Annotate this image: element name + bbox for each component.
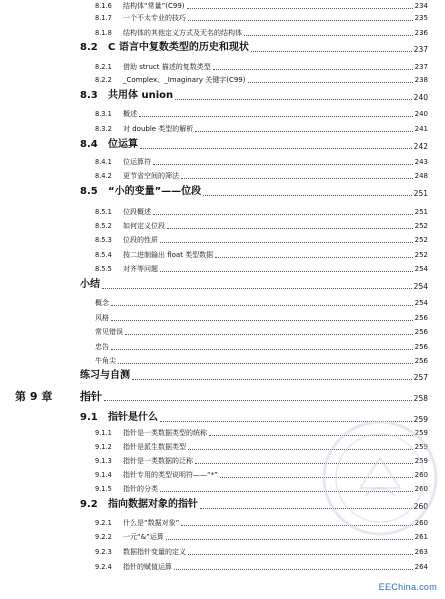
- dot-leader: [200, 508, 412, 509]
- toc-entry-title: 数据指针变量的定义: [123, 548, 186, 556]
- dot-leader: [153, 214, 413, 215]
- toc-entry-page: 260: [414, 471, 428, 479]
- toc-entry-title: 结构体“常量”(C99): [123, 2, 185, 10]
- toc-entry-page: 258: [413, 394, 428, 403]
- dot-leader: [139, 116, 413, 117]
- toc-entry[interactable]: [0, 514, 428, 528]
- toc-entry[interactable]: [0, 323, 428, 337]
- toc-entry-number: 9.2.1: [95, 519, 112, 527]
- toc-entry-title: 位段概述: [123, 208, 151, 216]
- toc-entry-page: 240: [413, 93, 428, 102]
- toc-entry-title: C 语言中复数类型的历史和现状: [108, 42, 249, 53]
- toc-entry-title: 练习与自测: [80, 370, 130, 381]
- toc-entry-title: 指针是派生数据类型: [123, 443, 186, 451]
- toc-entry-number: 8.1.7: [95, 14, 112, 22]
- toc-entry-title: 对齐等问题: [123, 265, 158, 273]
- toc-entry[interactable]: [0, 40, 428, 54]
- toc-entry[interactable]: [0, 203, 428, 217]
- toc-entry-title: 一元“&”运算: [123, 533, 164, 541]
- dot-leader: [160, 271, 413, 272]
- dot-leader: [220, 477, 413, 478]
- toc-entry-page: 254: [414, 265, 428, 273]
- toc-entry-title: “小的变量”——位段: [108, 186, 202, 197]
- toc-entry-number: 8.5: [80, 186, 98, 197]
- dot-leader: [102, 288, 412, 289]
- toc-entry-title: 更节省空间的筛法: [123, 172, 179, 180]
- toc-entry-number: 8.5.1: [95, 208, 112, 216]
- toc-entry-page: 257: [413, 373, 428, 382]
- toc-entry-page: 235: [414, 14, 428, 22]
- toc-entry-title: 位段的性质: [123, 236, 158, 244]
- toc-entry-title: 概念: [95, 299, 109, 307]
- toc-entry[interactable]: [0, 466, 428, 480]
- toc-entry-title: 指针的赋值运算: [123, 563, 172, 571]
- dot-leader: [140, 148, 412, 149]
- toc-entry[interactable]: [0, 217, 428, 231]
- toc-entry-page: 241: [414, 125, 428, 133]
- dot-leader: [203, 195, 412, 196]
- toc-entry-page: 259: [414, 457, 428, 465]
- eechina-logo: EEChina.com: [378, 582, 437, 592]
- toc-entry[interactable]: [0, 438, 428, 452]
- dot-leader: [174, 569, 413, 570]
- toc-entry-title: 小结: [80, 279, 100, 290]
- toc-entry-number: 9.1.3: [95, 457, 112, 465]
- dot-leader: [104, 400, 412, 401]
- toc-entry[interactable]: [0, 558, 428, 572]
- dot-leader: [160, 491, 413, 492]
- toc-entry[interactable]: [0, 452, 428, 466]
- toc-entry-page: 261: [414, 533, 428, 541]
- toc-entry-page: 259: [414, 443, 428, 451]
- toc-entry-number: 8.4.1: [95, 158, 112, 166]
- toc-entry-number: 9.2.4: [95, 563, 112, 571]
- toc-entry-title: 风格: [95, 314, 109, 322]
- toc-entry-title: 借助 struct 描述的复数类型: [123, 63, 211, 71]
- toc-entry-page: 251: [414, 208, 428, 216]
- toc-entry-number: 8.2: [80, 42, 98, 53]
- toc-entry-page: 251: [413, 189, 428, 198]
- toc-entry-title: 指针是一类数据类型的统称: [123, 429, 207, 437]
- dot-leader: [213, 69, 413, 70]
- toc-entry[interactable]: [0, 153, 428, 167]
- toc-entry[interactable]: [0, 58, 428, 72]
- toc-entry-number: 9.1: [80, 412, 98, 423]
- dot-leader: [251, 51, 412, 52]
- toc-entry-number: 8.5.4: [95, 251, 112, 259]
- dot-leader: [209, 435, 413, 436]
- toc-entry-page: 236: [414, 29, 428, 37]
- toc-entry-number: 8.1.6: [95, 2, 112, 10]
- toc-entry-title: 什么是“数据对象”: [123, 519, 180, 527]
- toc-entry[interactable]: [0, 184, 428, 198]
- toc-entry[interactable]: [0, 389, 428, 403]
- toc-entry-page: 256: [414, 328, 428, 336]
- dot-leader: [181, 178, 413, 179]
- dot-leader: [248, 82, 413, 83]
- toc-entry-page: 237: [413, 45, 428, 54]
- toc-entry-title: 指针是一类数据的泛称: [123, 457, 193, 465]
- toc-entry-page: 254: [413, 282, 428, 291]
- toc-entry[interactable]: [0, 294, 428, 308]
- toc-entry-page: 256: [414, 343, 428, 351]
- toc-entry-page: 252: [414, 251, 428, 259]
- toc-entry-title: 共用体 union: [108, 90, 174, 101]
- toc-entry[interactable]: [0, 231, 428, 245]
- toc-entry-page: 259: [414, 429, 428, 437]
- toc-entry[interactable]: [0, 352, 428, 366]
- toc-entry[interactable]: [0, 137, 428, 151]
- toc-entry-title: 指针专用的类型说明符——“*”: [123, 471, 218, 479]
- dot-leader: [195, 131, 412, 132]
- toc-entry-number: 8.3.2: [95, 125, 112, 133]
- toc-entry-number: 9.2.3: [95, 548, 112, 556]
- toc-entry-number: 9.1.2: [95, 443, 112, 451]
- toc-entry-page: 264: [414, 563, 428, 571]
- toc-entry[interactable]: [0, 277, 428, 291]
- toc-entry-title: 指向数据对象的指针: [108, 499, 198, 510]
- dot-leader: [181, 525, 412, 526]
- toc-entry-title: _Complex、_Imaginary 关键字(C99): [123, 76, 246, 84]
- dot-leader: [118, 363, 413, 364]
- toc-entry-page: 260: [414, 485, 428, 493]
- toc-entry-page: 260: [413, 502, 428, 511]
- toc-entry-number: 8.3: [80, 90, 98, 101]
- toc-entry-number: 8.1.8: [95, 29, 112, 37]
- toc-entry[interactable]: [0, 24, 428, 38]
- toc-entry-number: 9.1.1: [95, 429, 112, 437]
- toc-entry-number: 9.1.4: [95, 471, 112, 479]
- dot-leader: [188, 449, 413, 450]
- toc-entry-title: 指针: [80, 390, 102, 403]
- dot-leader: [188, 20, 413, 21]
- toc-entry-title: 如何定义位段: [123, 222, 165, 230]
- dot-leader: [111, 305, 413, 306]
- toc-entry-page: 238: [414, 76, 428, 84]
- toc-entry-number: 8.3.1: [95, 110, 112, 118]
- toc-entry-title: 牛角尖: [95, 357, 116, 365]
- toc-entry[interactable]: [0, 71, 428, 85]
- toc-entry-title: 概述: [123, 110, 137, 118]
- dot-leader: [111, 349, 413, 350]
- toc-entry-title: 位运算符: [123, 158, 151, 166]
- toc-entry[interactable]: [0, 246, 428, 260]
- toc-entry-page: 263: [414, 548, 428, 556]
- toc-entry-page: 242: [413, 142, 428, 151]
- toc-entry-page: 260: [414, 519, 428, 527]
- dot-leader: [195, 463, 413, 464]
- toc-entry-page: 256: [414, 357, 428, 365]
- toc-entry[interactable]: [0, 528, 428, 542]
- toc-entry-page: 252: [414, 222, 428, 230]
- toc-entry-number: 8.2.1: [95, 63, 112, 71]
- dot-leader: [215, 257, 412, 258]
- toc-entry-title: 按二进制输出 float 类型数据: [123, 251, 214, 259]
- toc-entry-page: 256: [414, 314, 428, 322]
- dot-leader: [132, 379, 412, 380]
- toc-entry-title: 一个不太专业的技巧: [123, 14, 186, 22]
- toc-entry-title: 常见错误: [95, 328, 123, 336]
- toc-entry-page: 240: [414, 110, 428, 118]
- toc-entry[interactable]: [0, 167, 428, 181]
- toc-entry-number: 8.5.2: [95, 222, 112, 230]
- toc-entry-page: 248: [414, 172, 428, 180]
- toc-entry-title: 忠告: [95, 343, 109, 351]
- toc-entry-number: 8.4: [80, 139, 98, 150]
- toc-entry-page: 234: [414, 2, 428, 10]
- toc-entry-title: 对 double 类型的解析: [123, 125, 194, 133]
- toc-entry-number: 9.2: [80, 499, 98, 510]
- toc-entry[interactable]: [0, 88, 428, 102]
- toc-entry-number: 8.2.2: [95, 76, 112, 84]
- dot-leader: [175, 99, 412, 100]
- toc-entry[interactable]: [0, 338, 428, 352]
- toc-entry-number: 第 9 章: [15, 390, 53, 403]
- toc-entry[interactable]: [0, 368, 428, 382]
- toc-entry[interactable]: [0, 309, 428, 323]
- toc-entry-title: 指针是什么: [108, 412, 158, 423]
- toc-entry-page: 259: [413, 415, 428, 424]
- toc-entry-page: 237: [414, 63, 428, 71]
- toc-entry[interactable]: [0, 260, 428, 274]
- dot-leader: [160, 421, 412, 422]
- toc-entry-number: 8.4.2: [95, 172, 112, 180]
- toc-entry-title: 指针的分类: [123, 485, 158, 493]
- toc-entry-number: 8.5.3: [95, 236, 112, 244]
- toc-entry[interactable]: [0, 9, 428, 23]
- toc-entry-number: 9.2.2: [95, 533, 112, 541]
- toc-entry-page: 252: [414, 236, 428, 244]
- toc-entry-number: 9.1.5: [95, 485, 112, 493]
- dot-leader: [244, 35, 413, 36]
- dot-leader: [125, 334, 413, 335]
- toc-entry[interactable]: [0, 424, 428, 438]
- toc-entry-page: 254: [414, 299, 428, 307]
- toc-entry[interactable]: [0, 120, 428, 134]
- toc-entry-title: 结构体的其他定义方式及无名的结构体: [123, 29, 242, 37]
- toc-entry-title: 位运算: [108, 139, 138, 150]
- dot-leader: [153, 164, 413, 165]
- dot-leader: [188, 554, 413, 555]
- dot-leader: [160, 242, 413, 243]
- dot-leader: [167, 228, 413, 229]
- toc-entry-number: 8.5.5: [95, 265, 112, 273]
- toc-entry[interactable]: [0, 497, 428, 511]
- toc-entry-page: 243: [414, 158, 428, 166]
- toc-entry[interactable]: [0, 105, 428, 119]
- toc-entry[interactable]: [0, 480, 428, 494]
- toc-entry[interactable]: [0, 410, 428, 424]
- dot-leader: [111, 320, 413, 321]
- dot-leader: [166, 539, 413, 540]
- toc-entry[interactable]: [0, 543, 428, 557]
